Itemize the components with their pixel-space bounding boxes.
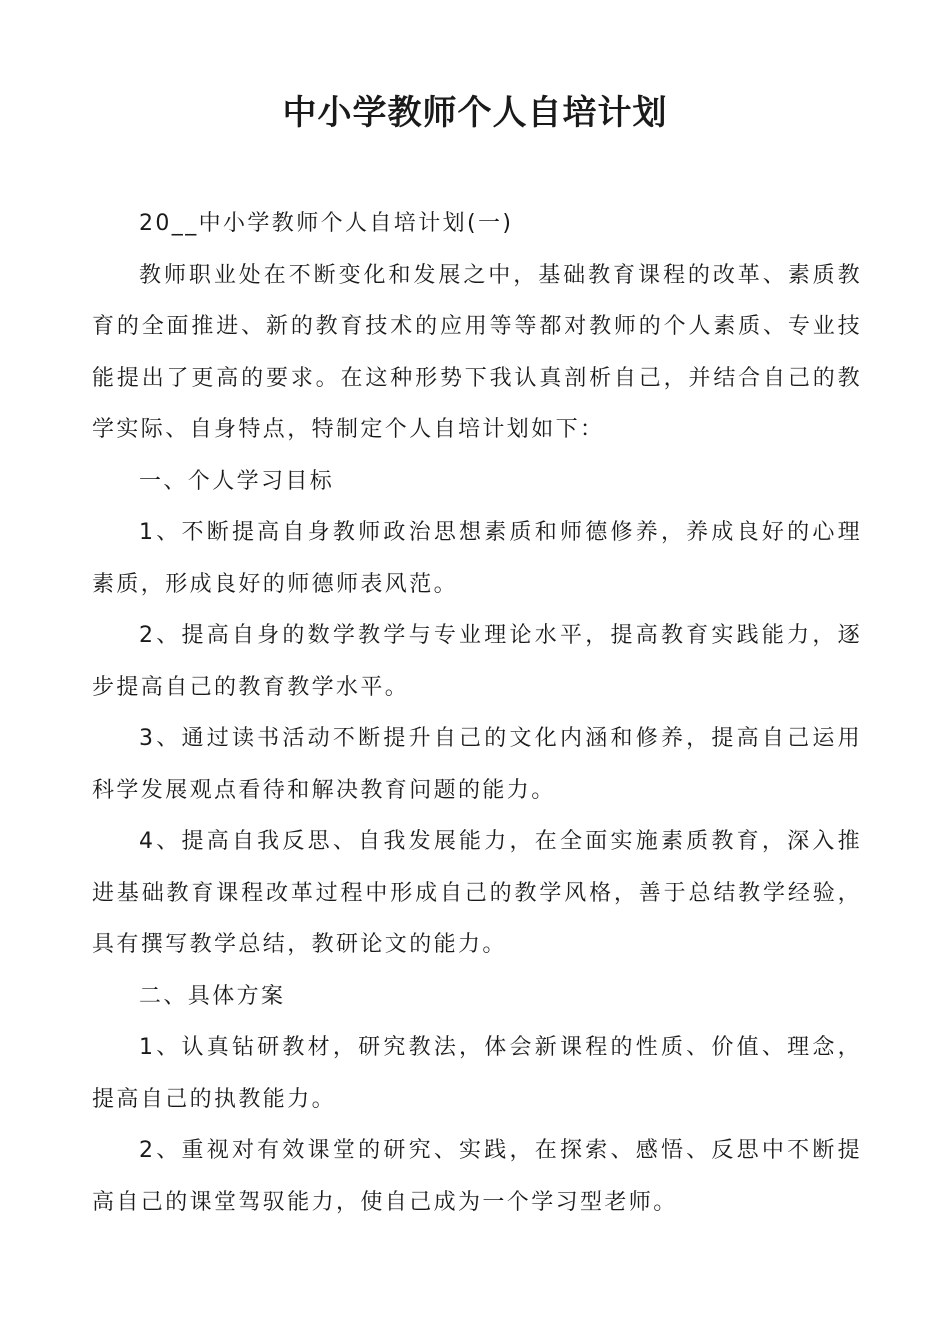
section-heading-plan: 二、具体方案 — [139, 983, 286, 1009]
document-body — [92, 198, 862, 1228]
goal-item-4: 4、提高自我反思、自我发展能力，在全面实施素质教育，深入推进基础教育课程改革过程中形成自己的教学风格，善于总结教学经验，具有撰写教学总结，教研论文的能力。 — [92, 829, 862, 957]
goal-item-1: 1、不断提高自身教师政治思想素质和师德修养，养成良好的心理素质，形成良好的师德师表风范。 — [92, 520, 862, 597]
section-heading-goals: 一、个人学习目标 — [139, 468, 335, 494]
plan-item-1: 1、认真钻研教材，研究教法，体会新课程的性质、价值、理念，提高自己的执教能力。 — [92, 1035, 862, 1112]
intro-paragraph: 教师职业处在不断变化和发展之中，基础教育课程的改革、素质教育的全面推进、新的教育技术的应用等等都对教师的个人素质、专业技能提出了更高的要求。在这种形势下我认真剖析自己，并结合自己的教学实际、自身特点，特制定个人自培计划如下： — [92, 262, 862, 442]
document-subtitle: 20__中小学教师个人自培计划(一) — [139, 211, 514, 236]
goal-item-2: 2、提高自身的数学教学与专业理论水平，提高教育实践能力，逐步提高自己的教育教学水平。 — [92, 623, 862, 700]
plan-item-2: 2、重视对有效课堂的研究、实践，在探索、感悟、反思中不断提高自己的课堂驾驭能力，使自己成为一个学习型老师。 — [92, 1138, 862, 1215]
goal-item-3: 3、通过读书活动不断提升自己的文化内涵和修养，提高自己运用科学发展观点看待和解决教育问题的能力。 — [92, 726, 862, 803]
page-title: 中小学教师个人自培计划 — [282, 93, 668, 133]
